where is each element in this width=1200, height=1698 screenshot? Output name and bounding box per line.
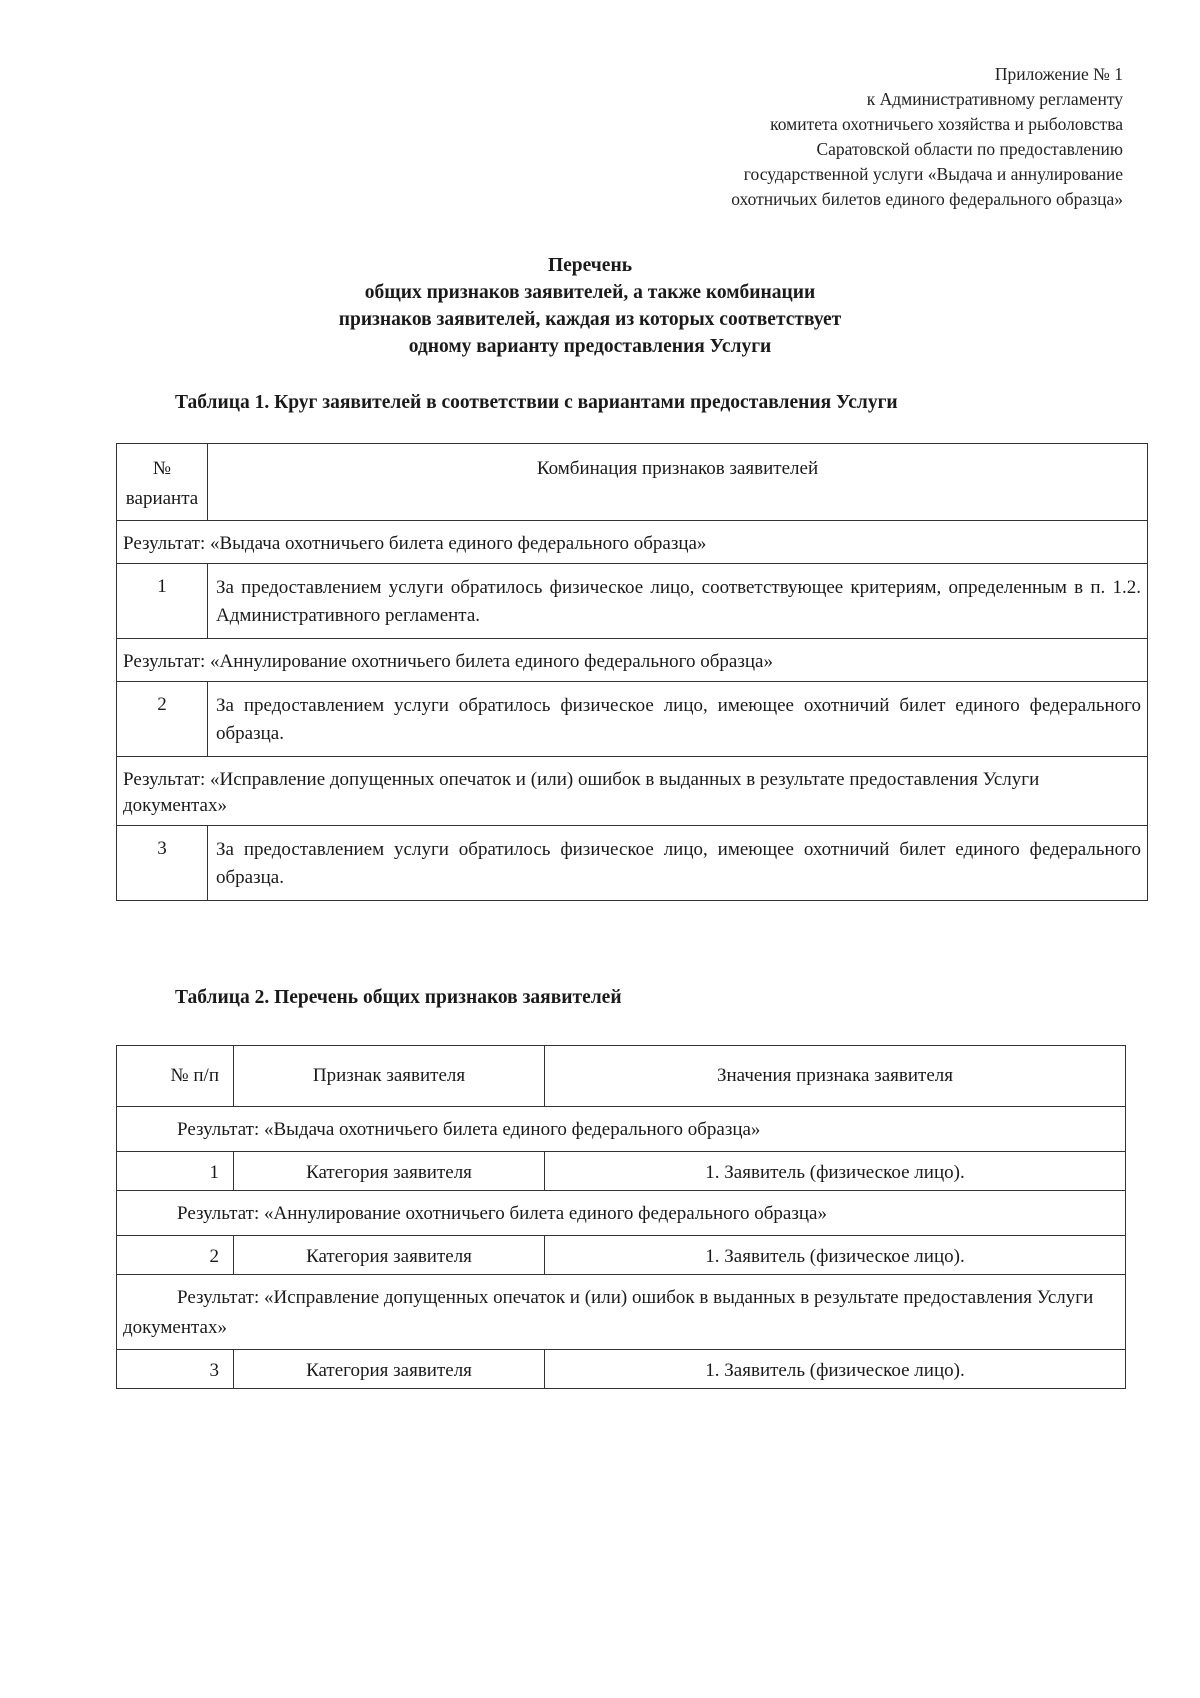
column-header-combination: Комбинация признаков заявителей — [208, 444, 1148, 521]
title-line: Перечень — [547, 255, 633, 276]
applicant-variants-table — [116, 443, 1148, 901]
appendix-line: к Административному регламенту — [866, 89, 1123, 109]
column-header-attribute: Признак заявителя — [234, 1046, 545, 1107]
row-number-cell: 1 — [117, 1152, 234, 1191]
appendix-line: Приложение № 1 — [994, 64, 1123, 84]
result-row — [117, 1275, 1126, 1350]
result-row — [117, 757, 1148, 826]
result-row — [117, 1191, 1126, 1236]
result-row — [117, 1107, 1126, 1152]
appendix-line: Саратовской области по предоставлению — [816, 139, 1123, 159]
combination-cell: За предоставлением услуги обратилось физическое лицо, имеющее охотничий билет единого федерального образца. — [208, 682, 1148, 757]
row-number-cell: 3 — [117, 1350, 234, 1389]
appendix-line: охотничьих билетов единого федерального образца» — [731, 189, 1123, 209]
table1-title: Таблица 1. Круг заявителей в соответствии с вариантами предоставления Услуги — [175, 392, 898, 413]
result-cell: Результат: «Выдача охотничьего билета единого федерального образца» — [117, 1107, 1126, 1152]
title-line: одному варианту предоставления Услуги — [408, 336, 772, 357]
result-row — [117, 521, 1148, 564]
result-row — [117, 639, 1148, 682]
applicant-attributes-table — [116, 1045, 1126, 1389]
value-cell: 1. Заявитель (физическое лицо). — [545, 1350, 1126, 1389]
attribute-cell: Категория заявителя — [234, 1152, 545, 1191]
combination-cell: За предоставлением услуги обратилось физическое лицо, соответствующее критериям, определенным в п. 1.2. Административного регламента. — [208, 564, 1148, 639]
table-row — [117, 1152, 1126, 1191]
table-row — [117, 826, 1148, 901]
variant-number-cell: 1 — [117, 564, 208, 639]
document-title — [230, 252, 950, 360]
title-line: признаков заявителей, каждая из которых соответствует — [338, 309, 842, 330]
table-row — [117, 1350, 1126, 1389]
variant-number-cell: 2 — [117, 682, 208, 757]
table-row — [117, 564, 1148, 639]
result-cell: Результат: «Исправление допущенных опечаток и (или) ошибок в выданных в результате предоставления Услуги документах» — [117, 757, 1148, 826]
column-header-number: № п/п — [117, 1046, 234, 1107]
appendix-header — [563, 62, 1123, 212]
result-cell: Результат: «Аннулирование охотничьего билета единого федерального образца» — [117, 1191, 1126, 1236]
title-line: общих признаков заявителей, а также комбинации — [364, 282, 816, 303]
table-header-row — [117, 444, 1148, 521]
table2-title: Таблица 2. Перечень общих признаков заявителей — [175, 987, 622, 1008]
column-header-variant-number: № варианта — [117, 444, 208, 521]
value-cell: 1. Заявитель (физическое лицо). — [545, 1152, 1126, 1191]
appendix-line: государственной услуги «Выдача и аннулирование — [743, 164, 1123, 184]
value-cell: 1. Заявитель (физическое лицо). — [545, 1236, 1126, 1275]
row-number-cell: 2 — [117, 1236, 234, 1275]
table-row — [117, 1236, 1126, 1275]
result-cell: Результат: «Аннулирование охотничьего билета единого федерального образца» — [117, 639, 1148, 682]
attribute-cell: Категория заявителя — [234, 1236, 545, 1275]
appendix-line: комитета охотничьего хозяйства и рыболовства — [770, 114, 1123, 134]
result-cell: Результат: «Выдача охотничьего билета единого федерального образца» — [117, 521, 1148, 564]
combination-cell: За предоставлением услуги обратилось физическое лицо, имеющее охотничий билет единого федерального образца. — [208, 826, 1148, 901]
column-header-values: Значения признака заявителя — [545, 1046, 1126, 1107]
variant-number-cell: 3 — [117, 826, 208, 901]
attribute-cell: Категория заявителя — [234, 1350, 545, 1389]
table-row — [117, 682, 1148, 757]
table-header-row — [117, 1046, 1126, 1107]
result-cell: Результат: «Исправление допущенных опечаток и (или) ошибок в выданных в результате предоставления Услуги документах» — [117, 1275, 1126, 1350]
